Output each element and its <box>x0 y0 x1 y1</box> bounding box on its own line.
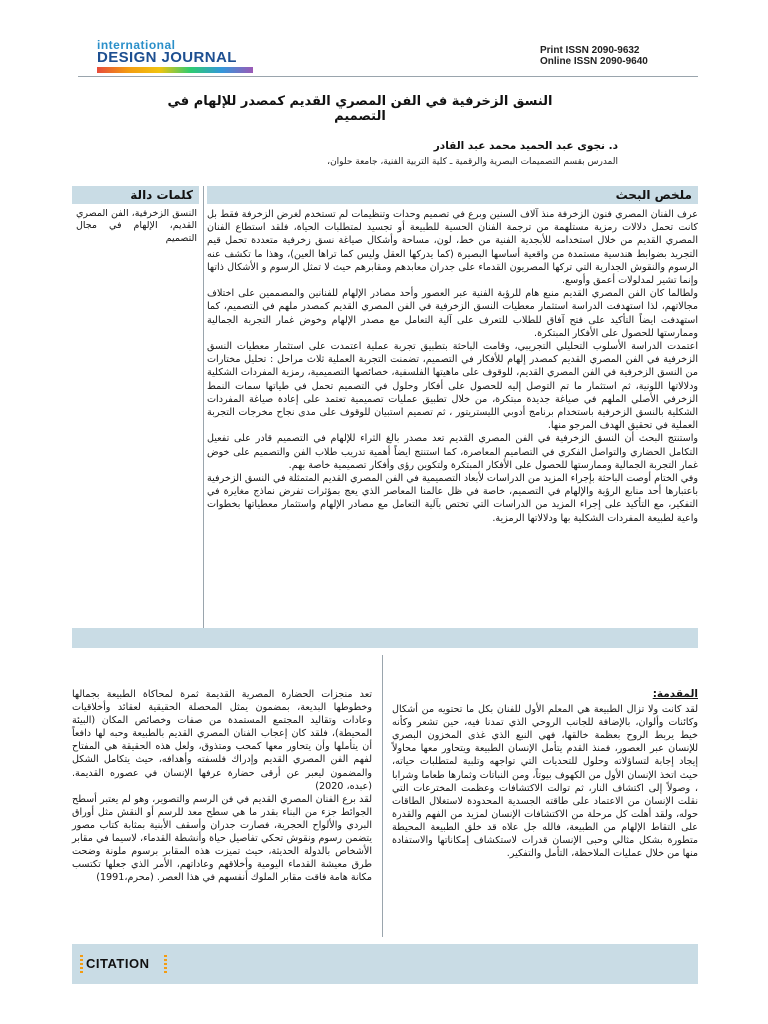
abstract-body <box>207 208 698 620</box>
citation-marker-left <box>80 955 83 973</box>
section-band <box>72 628 698 648</box>
abstract-paragraph: اعتمدت الدراسة الأسلوب التحليلي التجريبي، وقامت الباحثة بتطبيق تجربة عملية اعتمدت على استثمار معطيات النسق الزخرفية في الفن المصري القديم كمصدر إلهام للأفكار في التصميم، تضمنت التجربة العملية ثلاث مراحل : تحليل مختارات من النسق الزخرفية في الفن المصري القديم، للوقوف على ماهيتها الفلسفية، خصائصها التصميمية، رمزية المفردات الشكلية ودلالاتها اللونية، ثم استثمار ما تم التوصل إليه للحصول على أفكار وحلول في التصميم تحمل في طياتها سمات النمط الزخرفي الأصلي الملهم في صياغة جديدة مبتكرة، من خلال تطبيق عمليات تصميمية تعتمد على إعادة صياغة المفردات الشكلية بالنسق الزخرفية باستخدام برنامج أدوبي الليستريتور ، ثم تصميم استبيان للوقوف على مدى نجاح مخرجات التجربة العملية في تحقيق الهدف المرجو منها. <box>207 341 698 432</box>
left-text-column <box>72 688 372 884</box>
keywords-heading: كلمات دالة <box>72 186 199 204</box>
paper-title: النسق الزخرفية في الفن المصري القديم كمصدر للإلهام في التصميم <box>167 94 553 124</box>
introduction-heading: المقدمة: <box>652 688 698 700</box>
introduction-column <box>392 688 698 860</box>
left-paragraph: لقد برع الفنان المصري القديم في فن الرسم والتصوير، وهو لم يعتبر أسطح الجوائط جزء من البناء بقدر ما هي سطح معد للرسم أو النقش مثل أوراق البردي والألواح الحجرية، فصارت جدران وأسقف الأبنية بمثابة كتاب مصور يتضمن رسوم ونقوش تحكي تفاصيل حياة وأنشطة القدماء، لاسيما في مقابر الأشخاص بالدولة الحديثة، حيث تميزت هذه المقابر برسوم ملونة وضحت طرق معيشة القدماء اليومية وأخلاقهم وعاداتهم، الأمر الذي جعلها تكتسب مكانة هامة فاقت مقابر الملوك أنفسهم في هذا العصر. (محرم،1991) <box>72 793 372 884</box>
author-name: د. نجوى عبد الحميد محمد عبد القادر <box>433 140 618 152</box>
abstract-paragraph: عرف الفنان المصري فنون الزخرفة منذ آلاف السنين وبرع في تصميم وحدات وتنظيمات لم تستخدم لغرض الزخرفة فقط بل كانت تحمل دلالات رمزية مستلهمة من ترجمة الفنان الحسية للطبيعة أو تجسيد لمتطلبات الحياة، فلقد استطاع الفنان المصري القديم من خلال استخدامه للأبجدية الفنية من خط، لون، مساحة وأشكال صياغة نسق زخرفية متعددة تحمل قيم التجريد بضوابط هندسية مستمدة من واقعية أساسها البصيرة (كما يدركها العقل وليس كما تراها العين)، وهذا ما تكشف عنه الرسوم والنقوش الجدارية التي تركها المصريون القدماء على جدران معابدهم ومقابرهم حيث لا تمثل الرسوم و الأشكال ذاتها وإنما تشير لمدلولات أعمق وأوسع. <box>207 209 698 287</box>
issn-online: Online ISSN 2090-9640 <box>540 56 648 67</box>
abstract-paragraph: وفي الختام أوصت الباحثة بإجراء المزيد من الدراسات لأبعاد التصميمية في الفن المصري القديم المتمثلة في النسق الزخرفية باعتبارها أحد منابع الرؤية والإلهام في التصميم، خاصة في ظل عالمنا المعاصر الذي يعج بمؤثرات تفرض نماذج مغايرة في التفكير، مع التأكيد على إجراء المزيد من الدراسات التي تختص بآلية التعامل مع مصادر الإلهام واستثمار معطياتها بخطوات واعية لطبيعة المفردات الشكلية بها ودلالاتها الرمزية. <box>207 473 698 524</box>
abstract-paragraph: ولطالما كان الفن المصري القديم منبع هام للرؤية الفنية عبر العصور وأحد مصادر الإلهام للفنانين والمصممين على اختلاف مجالاتهم، لذا استهدفت الدراسة استثمار معطيات النسق الزخرفية في الفن المصري القديم كمصدر ملهم في التصميم، كما استهدفت ايضاً التأكيد على فتح آفاق للطلاب للتعرف على آلية التعامل مع مصدر الإلهام وخوض غمار التجربة الجمالية وممارستها للحصول على الأفكار المبتكرة. <box>207 288 698 339</box>
citation-label: CITATION <box>86 956 150 971</box>
abstract-paragraph: واستنتج البحث أن النسق الزخرفية في الفن المصري القديم تعد مصدر بالغ الثراء للإلهام في التصميم قادر على تفعيل التكامل الحضاري والتواصل الفكري في التصاميم المعاصرة، كما استنتج ايضاً أهمية تدريب طلاب الفن والتصميم على خوض غمار التجربة الجمالية وممارستها للحصول على الأفكار المبتكرة ولتكوين رؤى وأفكار تصميمية خاصة بهم. <box>207 433 698 471</box>
citation-marker-right <box>164 955 167 973</box>
body-divider <box>382 655 383 937</box>
author-affiliation: المدرس بقسم التصميمات البصرية والرقمية ـ كلية التربية الفنية، جامعة حلوان، <box>327 157 618 167</box>
introduction-text: لقد كانت ولا تزال الطبيعة هي المعلم الأول للفنان بكل ما تحتويه من أشكال وكائنات وألوان، بالإضافة للجانب الروحي الذي تمدنا فيه، حين تشعر وكأنه خيط يربط الروح بعظمة خالقها، فهي النبع الذي غذى المخزون البصري للإنسان عبر العصور، فمنذ القدم يتأمل الإنسان الطبيعة ويتحاور معها محاولاً إيجاد إجابة لتساؤلاته وحلول للتحديات التي تواجهه وتلبية لمتطلبات حياته، حيث اتخذ الإنسان الأول من الكهوف بيوتاً، ومن النباتات وثمارها طعاما وشرابا ، وصولاً إلى اكتشاف النار، ثم توالت الاكتشافات وعظمت المخترعات التي نقلت الإنسان من الاعتماد على طاقته الجسدية المحدودة لاستغلال الطاقات حوله، ولقد أهلت كل مرحلة من الاكتشافات الإنسان لمزيد من الفهم والقدرة على التقاط الإلهام من الطبيعة، فالله جل علاه قد خلق الطبيعة المحيطة متطورة بشكل مثالي وحبى الإنسان قدرات لاستكشاف إمكاناتها والاستفادة منها من خلال عمليات الملاحظة، التأمل والتفكير. <box>392 704 698 860</box>
header-rule <box>78 76 698 77</box>
keywords-text: النسق الزخرفية، الفن المصري القديم، الإلهام في مجال التصميم <box>76 208 197 244</box>
journal-logo-line2: DESIGN JOURNAL <box>97 49 237 66</box>
journal-logo-line1: international <box>97 38 176 52</box>
issn-block <box>540 45 648 67</box>
column-divider <box>203 186 204 628</box>
left-paragraph: تعد منجزات الحضارة المصرية القديمة ثمرة لمحاكاة الطبيعة بجمالها وخطوطها البديعة، بمضمون يمثل المحصلة الحقيقية لعقائد وأخلاقيات وعادات وتقاليد المجتمع المستمدة من صفات وخصائص المكان (البيئة المحيطة)، فلقد كان إعجاب الفنان المصري القديم بالطبيعة وحبه لها دافعاً أن يتأملها وأن يتحاور معها كمحب ومتذوق، ولعل هذه الحقيقة هي المفتاح لفهم الفن المصري القديم وإدراك فلسفته وأهدافه، حيث يتكامل الشكل والمضمون ليعبر عن أرقى حضارة عرفها الإنسان في عصوره القديمة. (عبده، 2020) <box>72 689 372 792</box>
abstract-heading: ملخص البحث <box>207 186 698 204</box>
issn-print: Print ISSN 2090-9632 <box>540 45 640 56</box>
logo-color-bar <box>97 67 253 73</box>
